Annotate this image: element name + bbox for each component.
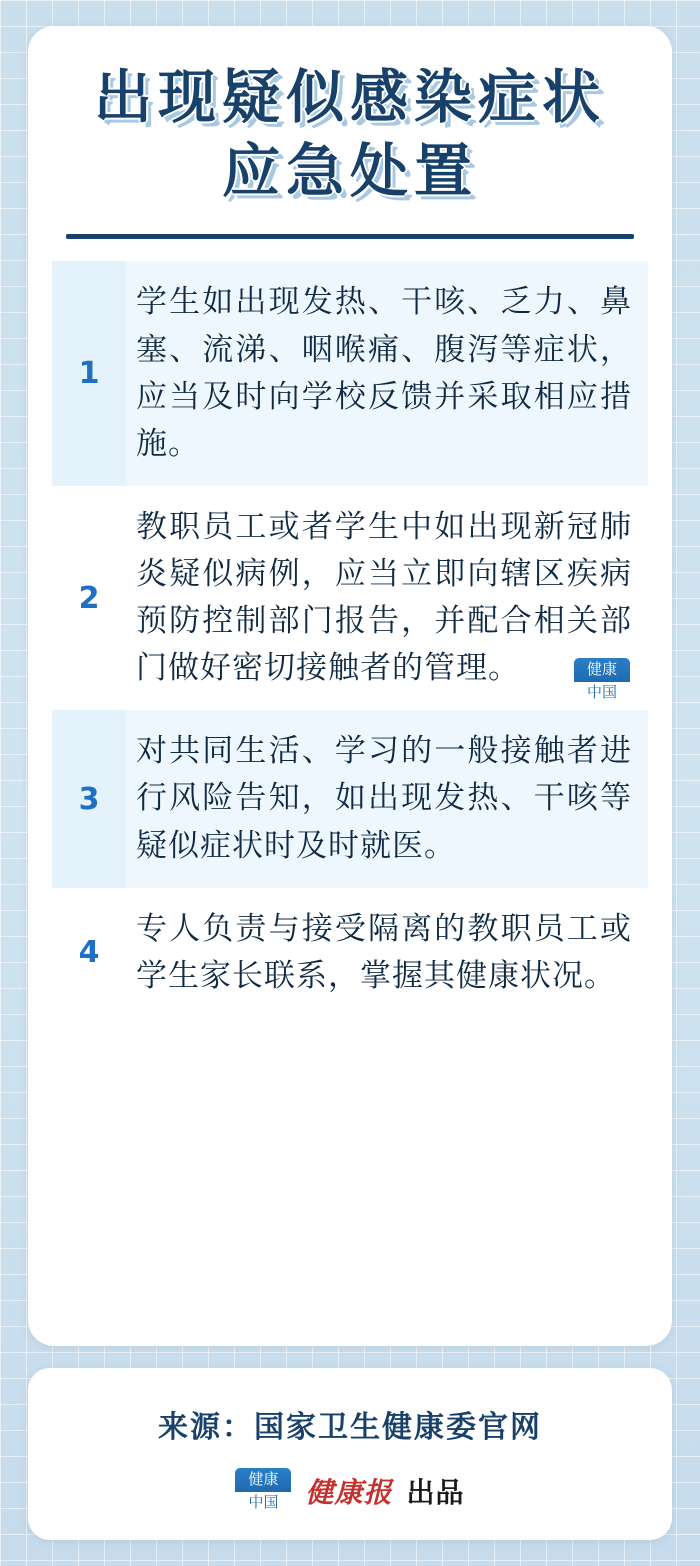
publisher-name: 健康报 [305, 1476, 393, 1509]
list-item [52, 710, 648, 887]
badge-bottom-text: 中国 [248, 1493, 279, 1511]
credit-row [28, 1468, 672, 1514]
list-item-text: 教职员工或者学生中如出现新冠肺炎疑似病例，应当立即向辖区疾病预防控制部门报告，并配合相关部门做好密切接触者的管理。 [126, 486, 648, 710]
produced-by-label: 出品 [406, 1476, 465, 1509]
list-item-number: 2 [52, 486, 126, 710]
list-item-text: 对共同生活、学习的一般接触者进行风险告知，如出现发热、干咳等疑似症状时及时就医。 [126, 710, 648, 887]
health-china-badge-icon [235, 1468, 291, 1514]
page-title-line-1: 出现疑似感染症状 [93, 63, 606, 131]
page-title-line-2: 应急处置 [221, 137, 478, 206]
list-item-number: 4 [52, 888, 126, 1018]
source-text: 来源：国家卫生健康委官网 [158, 1410, 542, 1445]
title-divider [66, 234, 634, 239]
guidelines-list [52, 261, 648, 1017]
badge-top-text: 健康 [586, 660, 617, 679]
list-item [52, 888, 648, 1018]
badge-top-text: 健康 [248, 1470, 279, 1488]
list-item [52, 261, 648, 485]
list-item-number: 1 [52, 261, 126, 485]
poster-card [28, 26, 672, 1346]
list-item-text: 学生如出现发热、干咳、乏力、鼻塞、流涕、咽喉痛、腹泻等症状，应当及时向学校反馈并采取相应措施。 [126, 261, 648, 485]
poster-header [28, 26, 672, 239]
list-item-text: 专人负责与接受隔离的教职员工或学生家长联系，掌握其健康状况。 [126, 888, 648, 1018]
footer-card [28, 1368, 672, 1540]
health-china-badge-icon [574, 658, 630, 704]
list-item-number: 3 [52, 710, 126, 887]
badge-bottom-text: 中国 [586, 683, 617, 702]
list-item [52, 486, 648, 710]
